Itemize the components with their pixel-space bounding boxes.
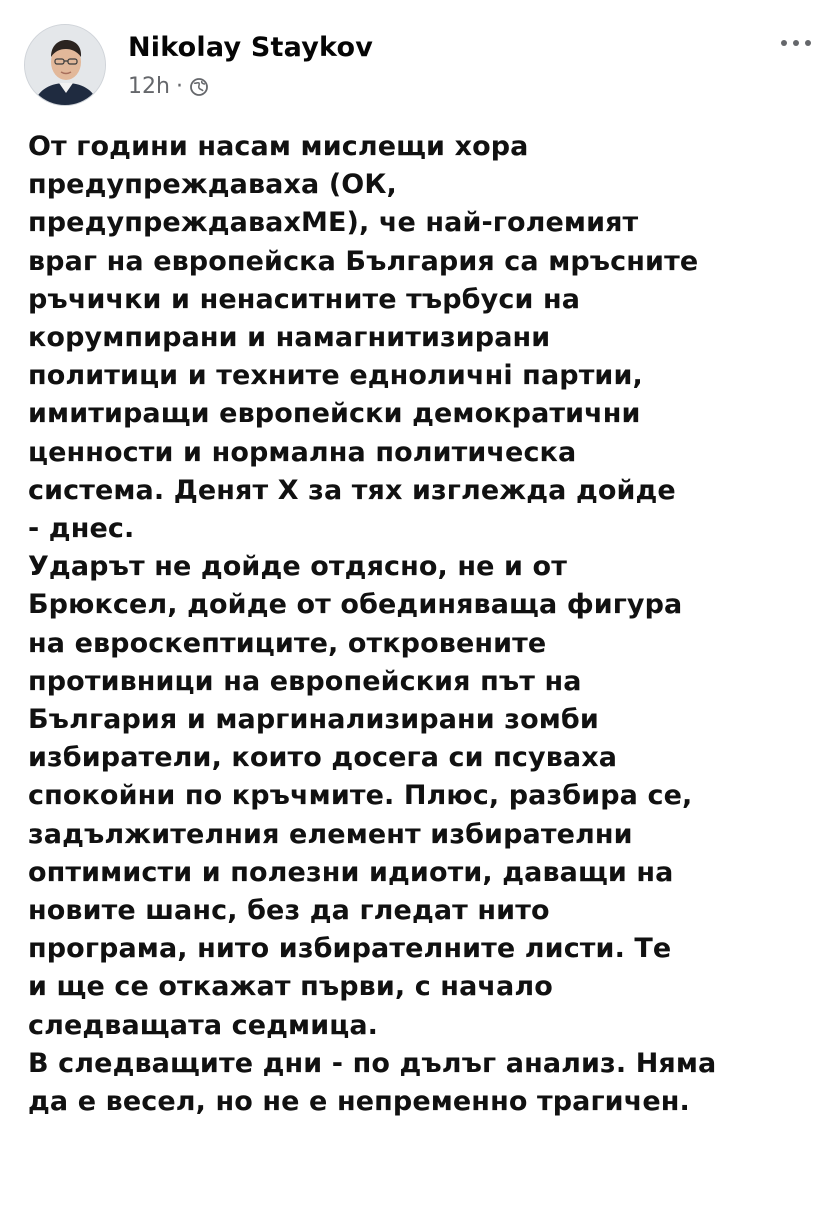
post-text-line: система. Денят Х за тях изглежда дойде <box>28 474 676 506</box>
post-text-line: задължителния елемент избирателни <box>28 818 633 850</box>
post-text-line: От години насам мислещи хора <box>28 131 529 162</box>
post-text-line: новите шанс, без да гледат нито <box>28 895 550 927</box>
post-text-line: В следващите дни - по дълъг анализ. Няма <box>28 1047 717 1079</box>
post-text-line: - днес. <box>28 513 135 545</box>
post-text-line: предупреждаваха (ОК, <box>28 169 397 201</box>
post-text-line: да е весел, но не е непременно трагичен. <box>28 1086 690 1118</box>
post-text-line: оптимисти и полезни идиоти, даващи на <box>28 856 674 888</box>
post-text-line: Брюксел, дойде от обединяваща фигура <box>28 589 683 621</box>
post-text-line: следващата седмица. <box>28 1009 379 1041</box>
post-timestamp[interactable]: 12h <box>128 74 170 99</box>
post-paragraph <box>28 548 828 1045</box>
more-options-button[interactable] <box>776 26 816 60</box>
post-text-line: ценности и нормална политическа <box>28 436 577 468</box>
post-text-line: корумпирани и намагнитизирани <box>28 322 551 354</box>
post-meta <box>128 74 209 99</box>
post-paragraph <box>28 128 828 548</box>
post-text-line: имитиращи европейски демократични <box>28 398 641 430</box>
post-paragraph <box>28 1045 828 1121</box>
post-text-line: предупреждавахМЕ), че най-големият <box>28 207 639 239</box>
post-header <box>24 24 816 108</box>
post-text-line: избиратели, които досега си псуваха <box>28 742 618 774</box>
post-text-line: противници на европейския път на <box>28 665 582 697</box>
post-text-line: програма, нито избирателните листи. Те <box>28 933 672 965</box>
post-text-line: Ударът не дойде отдясно, не и от <box>28 551 567 583</box>
meta-separator: · <box>175 74 183 99</box>
post-text-line: политици и техните едноличнi партии, <box>28 360 643 392</box>
globe-icon[interactable] <box>189 77 209 97</box>
post-text-line: България и маргинализирани зомби <box>28 704 599 736</box>
post-text-line: ръчички и ненаситните търбуси на <box>28 283 581 315</box>
more-horizontal-icon <box>780 39 812 47</box>
post-text-line: спокойни по кръчмите. Плюс, разбира се, <box>28 780 693 812</box>
post-body <box>28 128 828 1121</box>
avatar-icon <box>25 25 106 106</box>
post-text-line: на евроскептиците, откровените <box>28 627 547 659</box>
post-text-line: враг на европейска България са мръсните <box>28 245 699 277</box>
author-avatar[interactable] <box>24 24 106 106</box>
author-name[interactable]: Nikolay Staykov <box>128 32 373 63</box>
post-text-line: и ще се откажат първи, с начало <box>28 971 553 1003</box>
